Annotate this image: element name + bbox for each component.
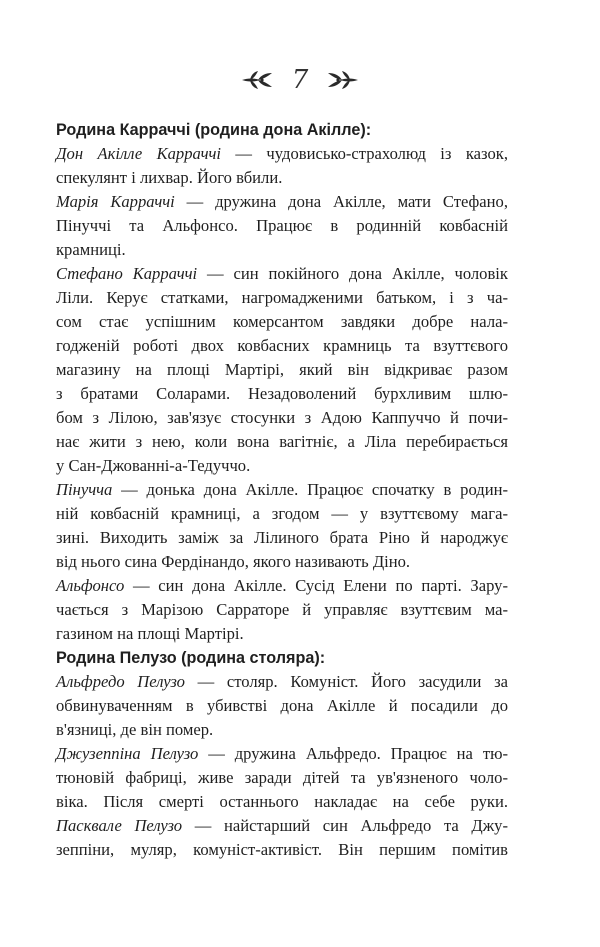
entry-text: з братами Соларами. Незадоволений бурхливим шлю- xyxy=(56,384,508,403)
entry-text: — син дона Акілле. Сусід Елени по парті. Зару- xyxy=(124,576,508,595)
entry-text: від нього сина Фердінандо, якого називають Діно. xyxy=(56,552,411,571)
entry-text: — син покійного дона Акілле, чоловік xyxy=(197,264,508,283)
entry-text: сом стає успішним комерсантом завдяки добре нала- xyxy=(56,312,508,331)
entry-text: — найстарший син Альфредо та Джу- xyxy=(182,816,509,835)
entry-maria xyxy=(56,190,508,262)
entry-text: — столяр. Комуніст. Його засудили за xyxy=(184,672,508,691)
character-name: Стефано Карраччі xyxy=(56,264,198,283)
page-header xyxy=(0,62,600,98)
character-name: Пінучча xyxy=(56,480,113,499)
entry-text: чається з Марізою Сарраторе й управляє взуттєвим ма- xyxy=(56,600,508,619)
fleuron-left-icon xyxy=(240,69,274,91)
entry-text: — дружина Альфредо. Працює на тю- xyxy=(198,744,508,763)
character-name: Альфонсо xyxy=(56,576,125,595)
entry-text: спекулянт і лихвар. Його вбили. xyxy=(56,168,283,187)
entry-alfonso xyxy=(56,574,508,646)
entry-text: тюновій фабриці, живе заради дітей та ув'язненого чоло- xyxy=(56,768,508,787)
entry-text: ній ковбасній крамниці, а згодом — у взуттєвому мага- xyxy=(56,504,508,523)
character-name: Дон Акілле Карраччі xyxy=(56,144,222,163)
entry-text: крамниці. xyxy=(56,240,126,259)
entry-text: годженій роботі двох ковбасних крамниць та взуттєвого xyxy=(56,336,508,355)
entry-pasquale xyxy=(56,814,508,862)
section-carracci xyxy=(56,118,508,646)
entry-text: зеппіни, муляр, комуніст-активіст. Він першим помітив xyxy=(56,840,508,859)
character-name: Марія Карраччі xyxy=(56,192,175,211)
entry-text: віка. Після смерті останнього накладає на себе руки. xyxy=(56,792,508,811)
entry-text: Ліли. Керує статками, нагромадженими батьком, і з ча- xyxy=(56,288,508,307)
entry-text: обвинуваченням в убивстві дона Акілле й посадили до xyxy=(56,696,508,715)
entry-text: — дружина дона Акілле, мати Стефано, xyxy=(174,192,508,211)
entry-text: — донька дона Акілле. Працює спочатку в родин- xyxy=(112,480,508,499)
entry-text: газином на площі Мартірі. xyxy=(56,624,244,643)
entry-text: зині. Виходить заміж за Лілиного брата Ріно й народжує xyxy=(56,528,508,547)
entry-alfredo xyxy=(56,670,508,742)
entry-text: Пінуччі та Альфонсо. Працює в родинній ковбасній xyxy=(56,216,508,235)
page-number: 7 xyxy=(291,65,309,95)
entry-pinuccia xyxy=(56,478,508,574)
character-name: Джузеппіна Пелузо xyxy=(56,744,199,763)
entry-text: — чудовисько-страхолюд із казок, xyxy=(221,144,508,163)
entry-stefano xyxy=(56,262,508,478)
entry-don-achille xyxy=(56,142,508,190)
entry-text: в'язниці, де він помер. xyxy=(56,720,214,739)
entry-text: у Сан-Джованні-а-Тедуччо. xyxy=(56,456,251,475)
section-title: Родина Пелузо (родина столяра): xyxy=(56,649,326,667)
entry-text: нає жити з нею, коли вона вагітніє, а Ліла перебирається xyxy=(56,432,508,451)
entry-text: магазину на площі Мартірі, який він відкриває разом xyxy=(56,360,508,379)
entry-text: бом з Лілою, зав'язує стосунки з Адою Каппуччо й почи- xyxy=(56,408,508,427)
character-name: Пасквале Пелузо xyxy=(56,816,183,835)
fleuron-right-icon xyxy=(326,69,360,91)
character-name: Альфредо Пелузо xyxy=(56,672,185,691)
entry-giuseppina xyxy=(56,742,508,814)
section-title: Родина Карраччі (родина дона Акілле): xyxy=(56,121,372,139)
section-peluso xyxy=(56,646,508,862)
